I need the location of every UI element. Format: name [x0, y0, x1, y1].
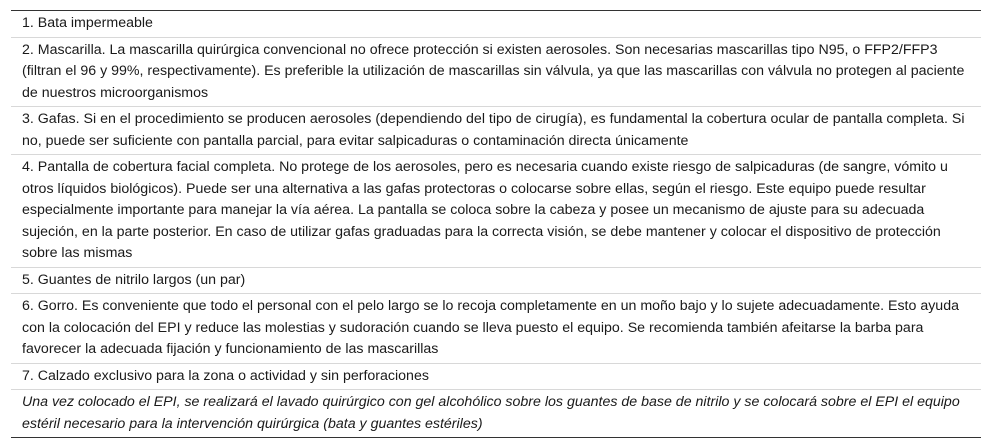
table-row-gorro: 6. Gorro. Es conveniente que todo el personal con el pelo largo se lo recoja completamente en un moño bajo y lo sujete adecuadamente. Esto ayuda con la colocación del EPI y reduce las molestias y sudoración cuando se lleva puesto el equipo. Se recomienda también afeitarse la barba para favorecer la adecuada fijación y funcionamiento de las mascarillas: [11, 294, 981, 364]
table-row-gafas: 3. Gafas. Si en el procedimiento se producen aerosoles (dependiendo del tipo de cirugía), es fundamental la cobertura ocular de pantalla completa. Si no, puede ser suficiente con pantalla parcial, para evitar salpicaduras o contaminación directa únicamente: [11, 107, 981, 155]
table-row-calzado: 7. Calzado exclusivo para la zona o actividad y sin perforaciones: [11, 364, 981, 391]
table-row-bata: 1. Bata impermeable: [11, 11, 981, 38]
table-note: Una vez colocado el EPI, se realizará el lavado quirúrgico con gel alcohólico sobre los guantes de base de nitrilo y se colocará sobre el EPI el equipo estéril necesario para la intervención quirúrgica (bata y guantes estériles): [22, 394, 960, 432]
table-row-mascarilla: 2. Mascarilla. La mascarilla quirúrgica convencional no ofrece protección si existen aerosoles. Son necesarias mascarillas tipo N95, o FFP2/FFP3 (filtran el 96 y 99%, respectivamente). Es preferible la utilización de mascarillas sin válvula, ya que las mascarillas con válvula no protegen al paciente de nuestros microorganismos: [11, 38, 981, 108]
epi-table: [11, 10, 981, 438]
table-row-pantalla: 4. Pantalla de cobertura facial completa. No protege de los aerosoles, pero es necesaria cuando existe riesgo de salpicaduras (de sangre, vómito u otros líquidos biológicos). Puede ser una alternativa a las gafas protectoras o colocarse sobre ellas, según el riesgo. Este equipo puede resultar especialmente importante para manejar la vía aérea. La pantalla se coloca sobre la cabeza y posee un mecanismo de ajuste para su adecuada sujeción, en la parte posterior. En caso de utilizar gafas graduadas para la correcta visión, se debe mantener y colocar el dispositivo de protección sobre las mismas: [11, 155, 981, 268]
table-row-guantes: 5. Guantes de nitrilo largos (un par): [11, 268, 981, 295]
